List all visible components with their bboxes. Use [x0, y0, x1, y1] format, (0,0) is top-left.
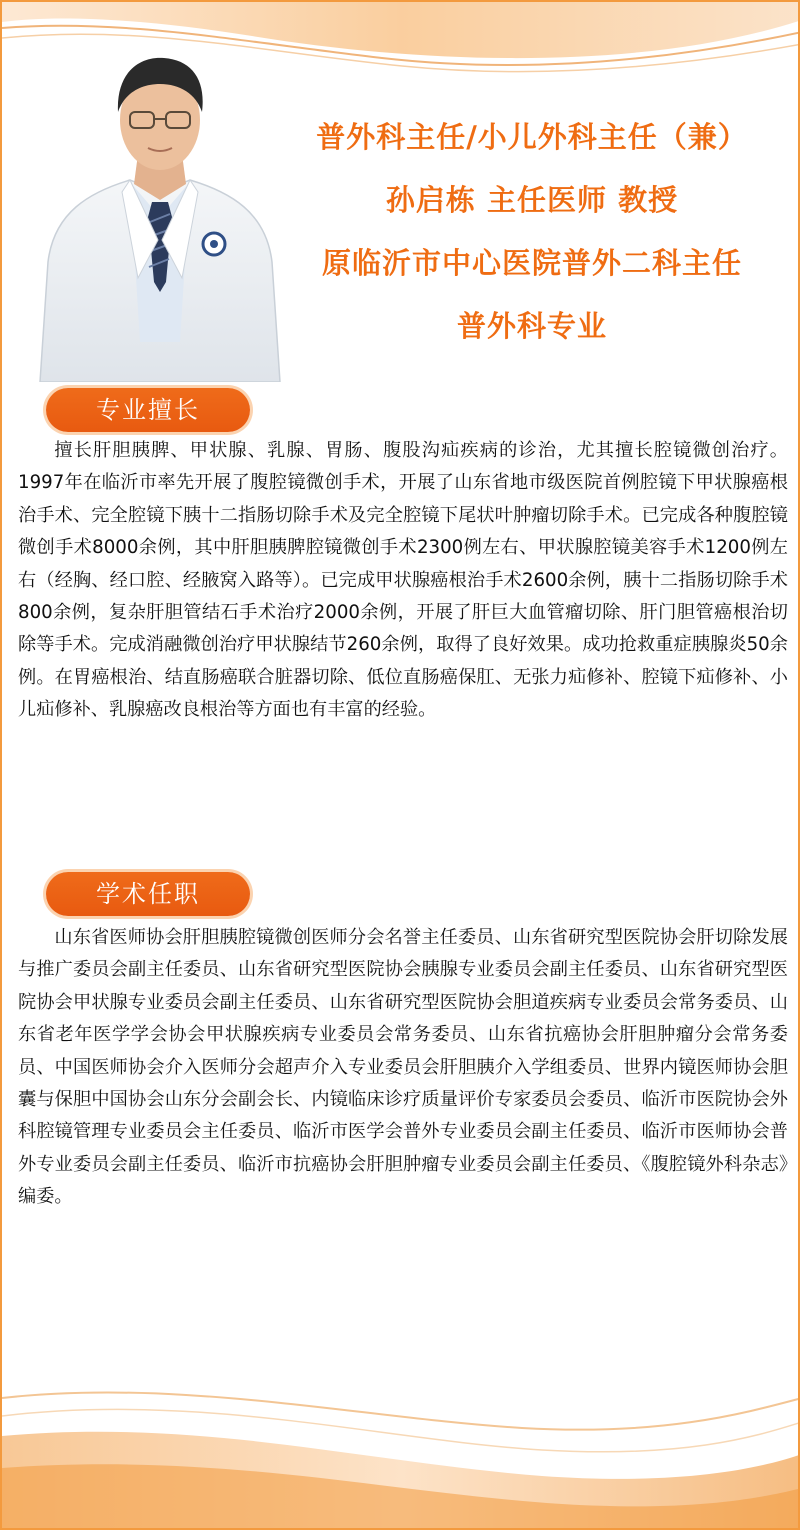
doctor-portrait — [30, 42, 290, 382]
doctor-header — [262, 106, 800, 358]
specialty-field: 普外科专业 — [456, 309, 607, 343]
department-title: 普外科主任/小儿外科主任（兼） — [316, 120, 748, 154]
section-title-academic: 学术任职 — [46, 872, 250, 916]
doctor-name-title: 孙启栋 主任医师 教授 — [385, 183, 679, 217]
specialty-text: 擅长肝胆胰脾、甲状腺、乳腺、胃肠、腹股沟疝疾病的诊治，尤其擅长腔镜微创治疗。1997年在临沂市率先开展了腹腔镜微创手术，开展了山东省地市级医院首例腔镜下甲状腺癌根治手术、完全腔镜下胰十二指肠切除手术及完全腔镜下尾状叶肿瘤切除手术。已完成各种腹腔镜微创手术8000余例，其中肝胆胰脾腔镜微创手术2300例左右、甲状腺腔镜美容手术1200例左右（经胸、经口腔、经腋窝入路等）。已完成甲状腺癌根治手术2600余例，胰十二指肠切除手术800余例，复杂肝胆管结石手术治疗2000余例，开展了肝巨大血管瘤切除、肝门胆管癌根治切除等手术。完成消融微创治疗甲状腺结节260余例，取得了良好效果。成功抢救重症胰腺炎50余例。在胃癌根治、结直肠癌联合脏器切除、低位直肠癌保肛、无张力疝修补、腔镜下疝修补、小儿疝修补、乳腺癌改良根治等方面也有丰富的经验。 — [18, 440, 788, 721]
former-position: 原临沂市中心医院普外二科主任 — [321, 246, 742, 280]
bottom-wave-decoration — [2, 1358, 800, 1528]
section-title-specialty: 专业擅长 — [46, 388, 250, 432]
academic-text: 山东省医师协会肝胆胰腔镜微创医师分会名誉主任委员、山东省研究型医院协会肝切除发展与推广委员会副主任委员、山东省研究型医院协会胰腺专业委员会副主任委员、山东省研究型医院协会甲状腺专业委员会副主任委员、山东省研究型医院协会胆道疾病专业委员会常务委员、山东省老年医学学会协会甲状腺疾病专业委员会常务委员、山东省抗癌协会肝胆肿瘤分会常务委员、中国医师协会介入医师分会超声介入专业委员会肝胆胰介入学组委员、世界内镜医师协会胆囊与保胆中国协会山东分会副会长、内镜临床诊疗质量评价专家委员会委员、临沂市医院协会外科腔镜管理专业委员会主任委员、临沂市医学会普外专业委员会副主任委员、临沂市医师协会普外专业委员会副主任委员、临沂市抗癌协会肝胆肿瘤专业委员会副主任委员、《腹腔镜外科杂志》编委。 — [18, 927, 788, 1208]
